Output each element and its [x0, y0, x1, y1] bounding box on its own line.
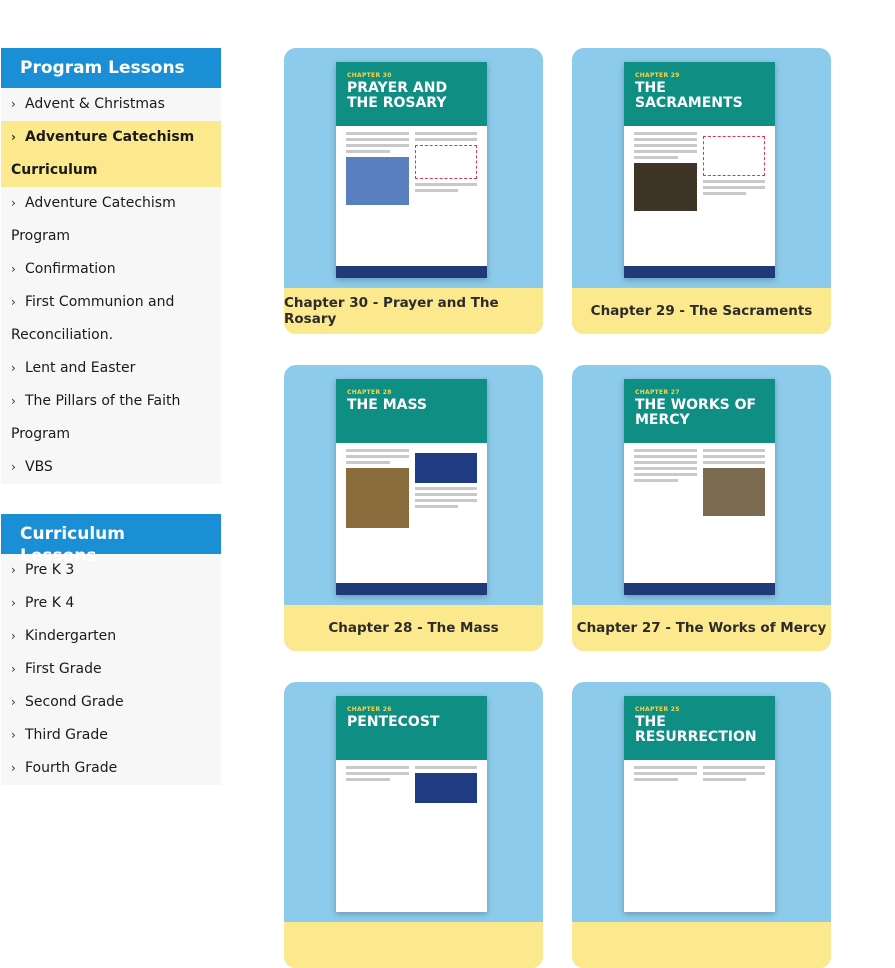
program-item-vbs[interactable] — [1, 451, 221, 484]
chevron-right-icon: › — [11, 728, 16, 742]
chapter-number: CHAPTER 29 — [635, 72, 680, 79]
chevron-right-icon: › — [11, 196, 16, 210]
chevron-right-icon: › — [11, 596, 16, 610]
lesson-card-caption — [572, 922, 831, 968]
program-item-label: Lent and Easter — [25, 360, 136, 376]
program-lessons-heading: Program Lessons — [1, 48, 221, 88]
curriculum-item-label: First Grade — [25, 661, 102, 677]
chapter-number: CHAPTER 30 — [347, 72, 392, 79]
program-item-adventure-catechism-curriculum[interactable] — [1, 121, 221, 187]
lesson-card[interactable] — [284, 365, 543, 651]
curriculum-item-pre-k-4[interactable] — [1, 587, 221, 620]
chevron-right-icon: › — [11, 394, 16, 408]
curriculum-lessons-panel — [1, 514, 221, 785]
program-item-first-communion[interactable] — [1, 286, 221, 352]
chevron-right-icon: › — [11, 629, 16, 643]
lesson-card[interactable] — [284, 48, 543, 334]
program-lessons-list — [1, 88, 221, 484]
chapter-page-title: PRAYER AND THE ROSARY — [347, 80, 448, 111]
chapter-page-preview — [336, 696, 487, 912]
curriculum-item-fourth-grade[interactable] — [1, 752, 221, 785]
lesson-card[interactable] — [572, 682, 831, 968]
curriculum-item-first-grade[interactable] — [1, 653, 221, 686]
chapter-number: CHAPTER 28 — [347, 389, 392, 396]
program-item-label: Adventure Catechism Program — [11, 195, 176, 244]
chapter-page-title: THE SACRAMENTS — [635, 80, 743, 111]
chapter-page-preview — [624, 696, 775, 912]
chevron-right-icon: › — [11, 695, 16, 709]
curriculum-item-label: Kindergarten — [25, 628, 117, 644]
chapter-number: CHAPTER 25 — [635, 706, 680, 713]
lesson-card-caption: Chapter 27 - The Works of Mercy — [572, 605, 831, 651]
program-item-label: Adventure Catechism Curriculum — [11, 129, 195, 178]
curriculum-item-label: Second Grade — [25, 694, 124, 710]
chevron-right-icon: › — [11, 460, 16, 474]
program-item-lent-easter[interactable] — [1, 352, 221, 385]
chevron-right-icon: › — [11, 97, 16, 111]
program-item-advent-christmas[interactable] — [1, 88, 221, 121]
chapter-page-preview — [336, 379, 487, 595]
lesson-card[interactable] — [284, 682, 543, 968]
chevron-right-icon: › — [11, 662, 16, 676]
chevron-right-icon: › — [11, 361, 16, 375]
program-lessons-panel — [1, 48, 221, 484]
chevron-right-icon: › — [11, 761, 16, 775]
curriculum-item-label: Fourth Grade — [25, 760, 118, 776]
chapter-number: CHAPTER 27 — [635, 389, 680, 396]
curriculum-item-label: Third Grade — [25, 727, 108, 743]
chapter-page-preview — [624, 62, 775, 278]
chapter-page-title: THE RESURRECTION — [635, 714, 757, 745]
program-item-label: Confirmation — [25, 261, 116, 277]
lesson-card-caption: Chapter 30 - Prayer and The Rosary — [284, 288, 543, 334]
program-item-pillars-of-faith[interactable] — [1, 385, 221, 451]
lesson-card[interactable] — [572, 48, 831, 334]
chapter-page-preview — [624, 379, 775, 595]
lesson-card-caption: Chapter 29 - The Sacraments — [572, 288, 831, 334]
program-item-label: The Pillars of the Faith Program — [11, 393, 181, 442]
program-item-label: VBS — [25, 459, 53, 475]
program-item-label: First Communion and Reconciliation. — [11, 294, 175, 343]
chevron-right-icon: › — [11, 563, 16, 577]
chapter-page-title: PENTECOST — [347, 714, 440, 730]
curriculum-item-pre-k-3[interactable] — [1, 554, 221, 587]
curriculum-item-second-grade[interactable] — [1, 686, 221, 719]
curriculum-item-label: Pre K 3 — [25, 562, 75, 578]
program-item-adventure-catechism-program[interactable] — [1, 187, 221, 253]
program-item-label: Advent & Christmas — [25, 96, 165, 112]
chapter-page-preview — [336, 62, 487, 278]
curriculum-item-label: Pre K 4 — [25, 595, 75, 611]
curriculum-lessons-list — [1, 554, 221, 785]
lesson-card-caption — [284, 922, 543, 968]
chapter-number: CHAPTER 26 — [347, 706, 392, 713]
curriculum-item-third-grade[interactable] — [1, 719, 221, 752]
lesson-card[interactable] — [572, 365, 831, 651]
curriculum-item-kindergarten[interactable] — [1, 620, 221, 653]
program-item-confirmation[interactable] — [1, 253, 221, 286]
chapter-page-title: THE MASS — [347, 397, 428, 413]
chapter-page-title: THE WORKS OF MERCY — [635, 397, 757, 428]
lesson-card-caption: Chapter 28 - The Mass — [284, 605, 543, 651]
chevron-right-icon: › — [11, 130, 16, 144]
chevron-right-icon: › — [11, 295, 16, 309]
curriculum-lessons-heading: Curriculum Lessons — [1, 514, 221, 554]
sidebar — [1, 48, 221, 815]
chevron-right-icon: › — [11, 262, 16, 276]
